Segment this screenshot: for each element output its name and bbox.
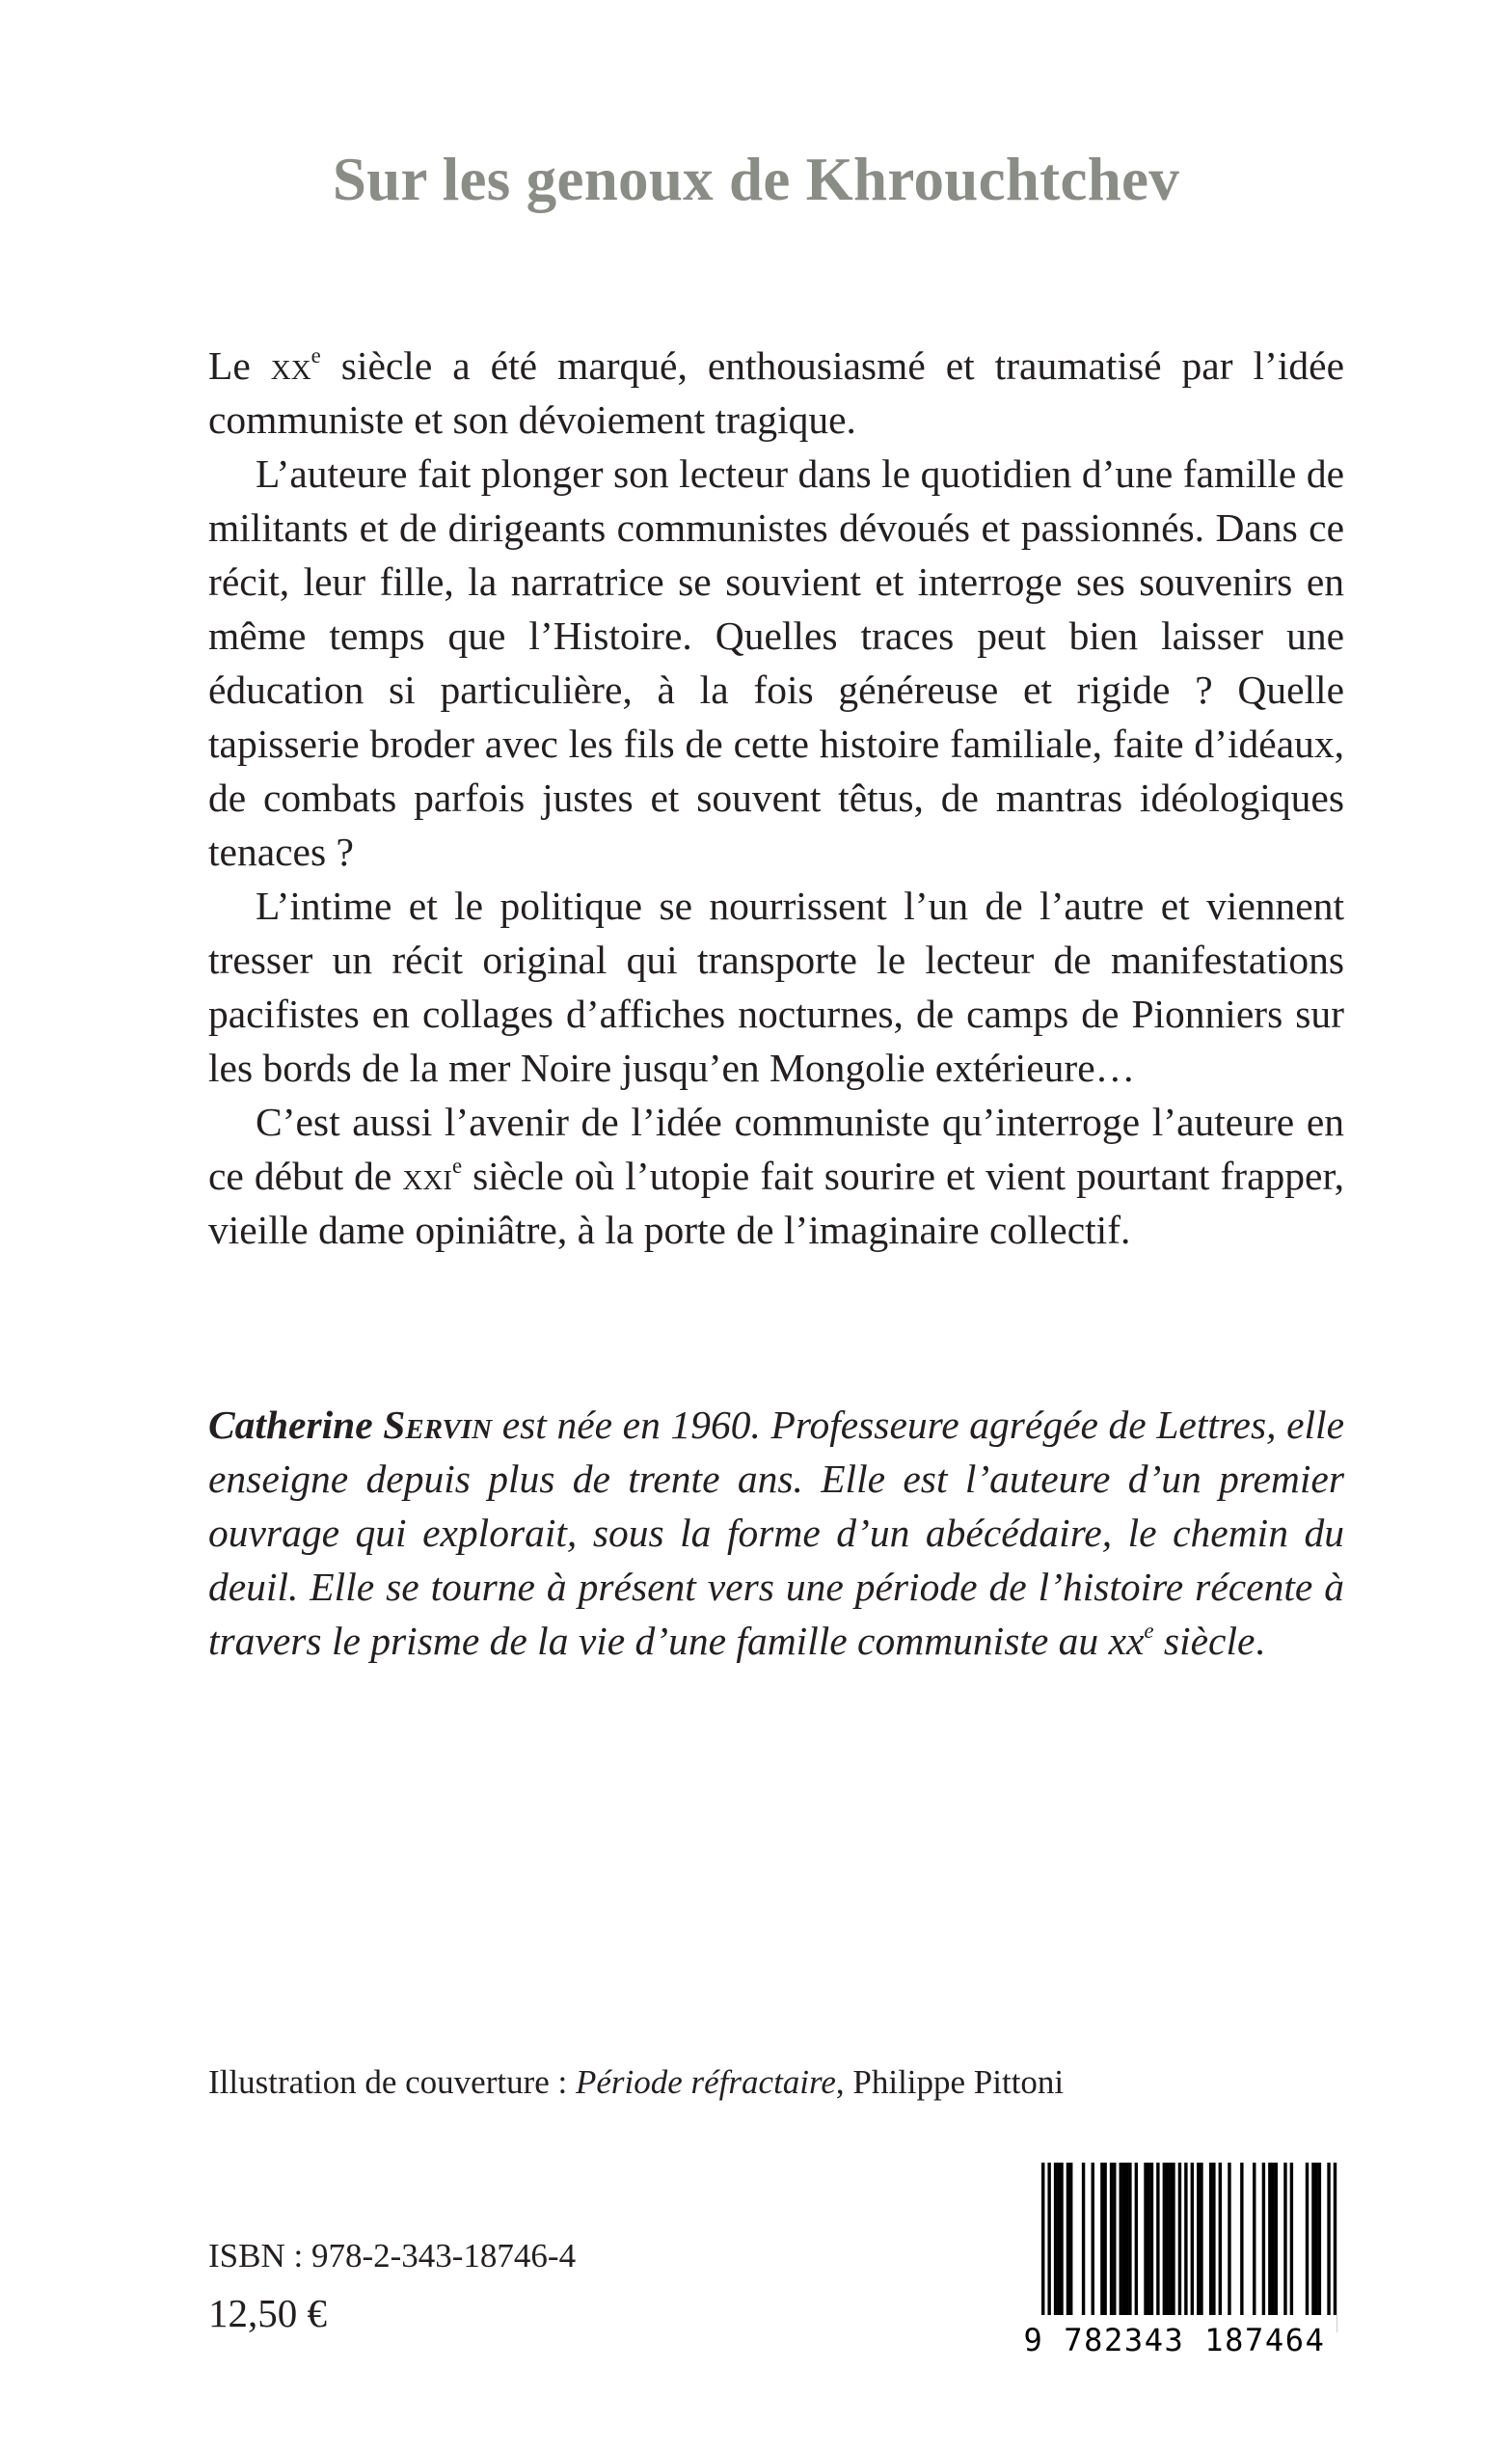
barcode-bar xyxy=(1191,2163,1194,2332)
barcode-bar xyxy=(1166,2163,1169,2317)
barcode-bar xyxy=(1148,2163,1150,2317)
barcode-bar xyxy=(1253,2163,1256,2317)
barcode-bar xyxy=(1057,2163,1060,2317)
summary-paragraph-4: C’est aussi l’avenir de l’idée communiste qu’interroge l’auteure en ce début de xxi$^e$ siècle où l’utopie fait sourire et vient pourtant frapper, vieille dame opiniâtre, à la porte de l’imaginaire collectif. xyxy=(208,1100,1344,1252)
barcode-bar xyxy=(1054,2163,1057,2317)
barcode-bar xyxy=(1262,2163,1265,2317)
barcode-bar xyxy=(1200,2163,1202,2317)
barcode-bar xyxy=(1184,2163,1187,2332)
barcode-digits: 9 782343 187464 xyxy=(1023,2322,1326,2358)
author-biography: Catherine Servin est née en 1960. Professeure agrégée de Lettres, elle enseigne depuis plus de trente ans. Elle est l’auteure d’un premier ouvrage qui explorait, sous la forme d’un abécédaire, le chemin du deuil. Elle se tourne à présent vers une période de l’histoire récente à travers le prisme de la vie d’une famille communiste au $xx^e$ siècle. xyxy=(208,1403,1344,1663)
barcode-bar xyxy=(1306,2163,1309,2317)
barcode-bar xyxy=(1103,2163,1106,2317)
barcode-bar xyxy=(1283,2163,1286,2317)
barcode-bar xyxy=(1178,2163,1181,2317)
author-name: Catherine Servin xyxy=(208,1403,493,1447)
barcode-bar xyxy=(1156,2163,1159,2317)
barcode-bar xyxy=(1318,2163,1321,2317)
barcode-bar xyxy=(1060,2163,1063,2317)
barcode-bar xyxy=(1066,2163,1069,2317)
barcode-bar xyxy=(1128,2163,1131,2317)
barcode-bar xyxy=(1041,2163,1044,2332)
barcode-bar xyxy=(1212,2163,1215,2317)
barcode-bar xyxy=(1334,2163,1336,2332)
barcode-bars xyxy=(1041,2163,1336,2332)
barcode-bar xyxy=(1113,2163,1116,2317)
barcode-bar xyxy=(1144,2163,1147,2317)
barcode-bar xyxy=(1047,2163,1050,2332)
barcode-bar xyxy=(1197,2163,1200,2317)
summary-paragraph-1: Le $xx^e$ siècle a été marqué, enthousiasmé et traumatisé par l’idée communiste et son dévoiement tragique. xyxy=(208,342,1344,442)
barcode-bar xyxy=(1311,2163,1314,2317)
barcode-bar xyxy=(1120,2163,1122,2317)
barcode-bar xyxy=(1290,2163,1293,2317)
barcode-bar xyxy=(1110,2163,1113,2317)
barcode-bar xyxy=(1228,2163,1230,2317)
barcode-bar xyxy=(1150,2163,1153,2317)
price: 12,50 € xyxy=(208,2291,327,2335)
barcode-bar xyxy=(1122,2163,1125,2317)
book-title: Sur les genoux de Khrouchtchev xyxy=(332,146,1180,213)
barcode-bar xyxy=(1092,2163,1094,2317)
summary-paragraph-2: L’auteure fait plonger son lecteur dans le quotidien d’une famille de militants et de dirigeants communistes dévoués et passionnés. Dans ce récit, leur fille, la narratrice se souvient et interroge ses souvenirs en même temps que l’Histoire. Quelles traces peut bien laisser une éducation si particulière, à la fois généreuse et rigide ? Quelle tapisserie broder avec les fils de cette histoire familiale, faite d’idéaux, de combats parfois justes et souvent têtus, de mantras idéologiques tenaces ? xyxy=(208,451,1344,874)
barcode-bar xyxy=(1240,2163,1243,2317)
barcode-bar xyxy=(1100,2163,1103,2317)
barcode-bar xyxy=(1163,2163,1166,2317)
barcode-bar xyxy=(1082,2163,1085,2317)
barcode-bar xyxy=(1169,2163,1172,2317)
barcode-bar xyxy=(1172,2163,1174,2317)
barcode-bar xyxy=(1069,2163,1072,2317)
cover-illustration-credit: Illustration de couverture : Période réfractaire, Philippe Pittoni xyxy=(208,2063,1065,2101)
barcode-bar xyxy=(1209,2163,1212,2317)
barcode-bar xyxy=(1275,2163,1278,2317)
barcode-bar xyxy=(1271,2163,1274,2317)
barcode-bar xyxy=(1219,2163,1222,2317)
barcode-bar xyxy=(1135,2163,1138,2317)
book-summary xyxy=(208,339,1344,1257)
barcode-bar xyxy=(1314,2163,1317,2317)
isbn: ISBN : 978-2-343-18746-4 xyxy=(208,2237,577,2275)
barcode-bar xyxy=(1268,2163,1271,2317)
summary-paragraph-3: L’intime et le politique se nourrissent l’un de l’autre et viennent tresser un récit original qui transporte le lecteur de manifestations pacifistes en collages d’affiches nocturnes, de camps de Pionniers sur les bords de la mer Noire jusqu’en Mongolie extérieure… xyxy=(208,884,1344,1090)
barcode-bar xyxy=(1327,2163,1330,2332)
barcode-bar xyxy=(1125,2163,1128,2317)
